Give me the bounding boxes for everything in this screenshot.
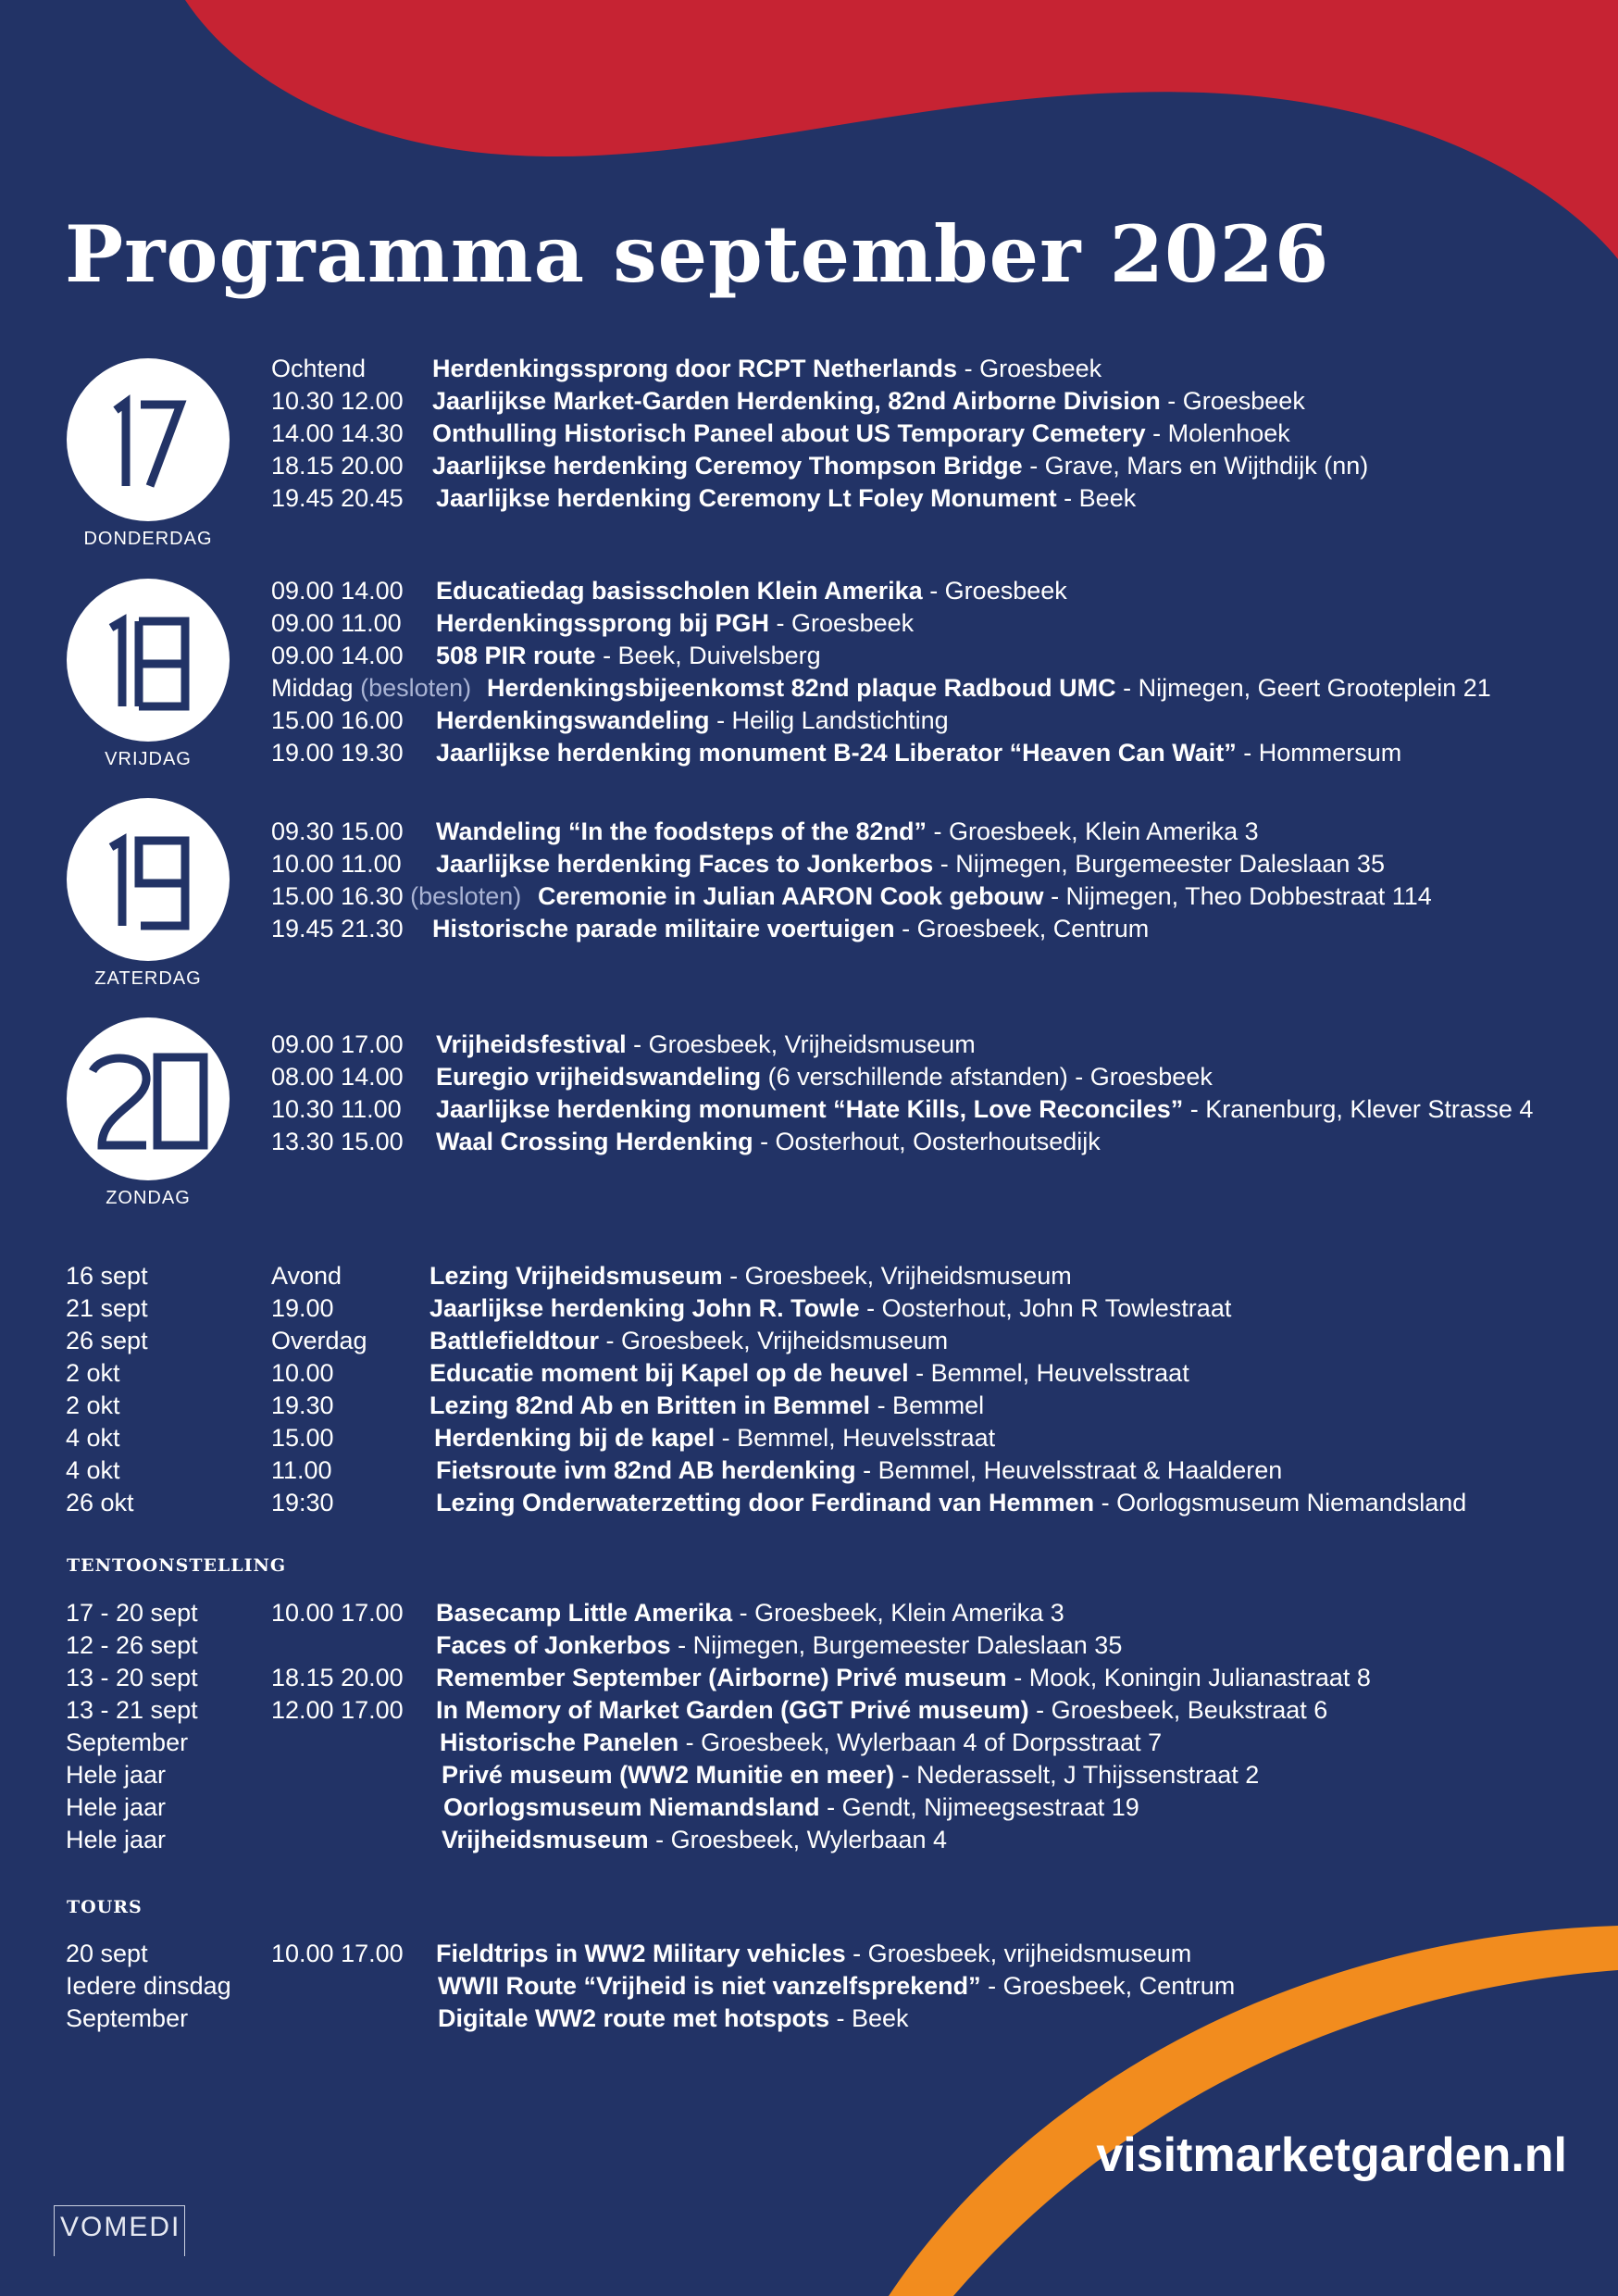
event-location: - Oosterhout, Oosterhoutsedijk <box>753 1128 1101 1155</box>
event-name: Jaarlijkse herdenking Ceremoy Thompson Bridge <box>432 452 1023 480</box>
event-location: - Groesbeek, Centrum <box>894 915 1150 942</box>
event-date: Iedere dinsdag <box>66 1972 231 2000</box>
event-time: 11.00 <box>271 1456 332 1484</box>
event-name: Battlefieldtour <box>429 1327 600 1354</box>
event-time: 10.30 12.00 <box>271 387 404 415</box>
event-location: - Groesbeek, Vrijheidsmuseum <box>626 1030 976 1058</box>
event-text <box>436 1029 976 1060</box>
event-date: 13 - 21 sept <box>66 1696 198 1724</box>
event-location: - Beek <box>829 2004 909 2032</box>
event-date: 26 okt <box>66 1489 134 1516</box>
event-time: 15.00 16.00 <box>271 706 404 734</box>
event-text <box>429 1260 1072 1292</box>
event-time: 10.00 <box>271 1359 334 1387</box>
event-location: - Mook, Koningin Julianastraat 8 <box>1006 1664 1371 1691</box>
event-location: - Groesbeek <box>957 355 1102 382</box>
event-location: - Groesbeek <box>1160 387 1305 415</box>
weekday-label: VRIJDAG <box>105 749 192 769</box>
event-time: 10.00 17.00 <box>271 1599 404 1627</box>
day-circle-20-icon <box>65 1016 231 1182</box>
event-name: Oorlogsmuseum Niemandsland <box>443 1793 820 1821</box>
event-date: Hele jaar <box>66 1761 167 1789</box>
event-date: 2 okt <box>66 1359 120 1387</box>
event-name: Remember September (Airborne) Privé museum <box>436 1664 1007 1691</box>
event-text <box>436 1093 1533 1125</box>
event-name: Herdenkingssprong bij PGH <box>436 609 770 637</box>
event-name: Wandeling “In the foodsteps of the 82nd” <box>436 817 927 845</box>
event-location: - Groesbeek, Vrijheidsmuseum <box>599 1327 949 1354</box>
event-text <box>436 1629 1122 1661</box>
event-text <box>436 1061 1213 1092</box>
event-date: September <box>66 1728 189 1756</box>
event-name: WWII Route “Vrijheid is niet vanzelfsprekend” <box>438 1972 981 2000</box>
event-name: Vrijheidsfestival <box>436 1030 627 1058</box>
event-text <box>438 1970 1235 2002</box>
day-circle-19-icon <box>65 796 231 963</box>
event-text <box>436 1662 1371 1693</box>
event-date: Hele jaar <box>66 1793 167 1821</box>
day-badge-17 <box>63 356 233 550</box>
event-text <box>434 1422 995 1454</box>
event-text <box>442 1824 947 1855</box>
event-text <box>436 1126 1101 1157</box>
event-name: Lezing Vrijheidsmuseum <box>429 1262 723 1290</box>
event-location: (6 verschillende afstanden) - Groesbeek <box>761 1063 1213 1091</box>
weekday-label: DONDERDAG <box>83 529 213 549</box>
event-name: Ceremonie in Julian AARON Cook gebouw <box>538 882 1044 910</box>
event-time: 09.00 17.00 <box>271 1030 404 1058</box>
event-location: - Nijmegen, Burgemeester Daleslaan 35 <box>670 1631 1123 1659</box>
event-location: - Nijmegen, Geert Grooteplein 21 <box>1115 674 1491 702</box>
event-text <box>436 575 1067 606</box>
event-time: 18.15 20.00 <box>271 452 404 480</box>
day-circle-17-icon <box>65 356 231 523</box>
event-time <box>271 880 521 912</box>
event-date: 4 okt <box>66 1424 120 1452</box>
event-time: Avond <box>271 1262 342 1290</box>
event-text <box>436 640 821 671</box>
event-name: Herdenking bij de kapel <box>434 1424 716 1452</box>
event-location: - Groesbeek, Wylerbaan 4 <box>648 1826 947 1853</box>
event-name: Historische Panelen <box>440 1728 679 1756</box>
event-text <box>429 1325 948 1356</box>
event-name: Herdenkingssprong door RCPT Netherlands <box>432 355 958 382</box>
event-text <box>436 1938 1191 1969</box>
event-text <box>436 848 1385 880</box>
event-date: 4 okt <box>66 1456 120 1484</box>
event-time: 13.30 15.00 <box>271 1128 404 1155</box>
event-text <box>432 418 1290 449</box>
event-location: - Beek <box>1056 484 1137 512</box>
event-location: - Kranenburg, Klever Strasse 4 <box>1183 1095 1534 1123</box>
event-time: 09.30 15.00 <box>271 817 404 845</box>
closed-note: (besloten) <box>410 882 522 910</box>
event-date: 26 sept <box>66 1327 148 1354</box>
event-name: Vrijheidsmuseum <box>442 1826 649 1853</box>
tours-heading: TOURS <box>67 1897 143 1917</box>
event-name: Faces of Jonkerbos <box>436 1631 671 1659</box>
event-name: Euregio vrijheidswandeling <box>436 1063 762 1091</box>
event-time: 15.00 <box>271 1424 334 1452</box>
event-time: 10.00 17.00 <box>271 1940 404 1967</box>
event-date: 20 sept <box>66 1940 148 1967</box>
closed-note: (besloten) <box>360 674 472 702</box>
event-location: - Groesbeek, Centrum <box>980 1972 1236 2000</box>
event-name: 508 PIR route <box>436 642 596 669</box>
event-name: Educatie moment bij Kapel op de heuvel <box>429 1359 909 1387</box>
event-time: Overdag <box>271 1327 367 1354</box>
event-name: Jaarlijkse herdenking Ceremony Lt Foley Monument <box>436 484 1057 512</box>
event-location: - Grave, Mars en Wijthdijk (nn) <box>1022 452 1369 480</box>
event-text <box>440 1727 1162 1758</box>
event-date: 17 - 20 sept <box>66 1599 198 1627</box>
event-name: Jaarlijkse herdenking John R. Towle <box>429 1294 860 1322</box>
event-name: Herdenkingsbijeenkomst 82nd plaque Radboud UMC <box>487 674 1116 702</box>
event-location: - Hommersum <box>1236 739 1402 767</box>
weekday-label: ZONDAG <box>106 1188 191 1208</box>
event-location: - Groesbeek, Klein Amerika 3 <box>927 817 1259 845</box>
event-location: - Groesbeek, Wylerbaan 4 of Dorpsstraat 7 <box>678 1728 1163 1756</box>
event-time-value: Middag <box>271 674 354 702</box>
event-text <box>438 2003 909 2034</box>
event-time: 12.00 17.00 <box>271 1696 404 1724</box>
event-name: Fieldtrips in WW2 Military vehicles <box>436 1940 846 1967</box>
event-location: - Beek, Duivelsberg <box>595 642 821 669</box>
event-date: 12 - 26 sept <box>66 1631 198 1659</box>
event-name: Waal Crossing Herdenking <box>436 1128 753 1155</box>
event-location: - Groesbeek, Klein Amerika 3 <box>732 1599 1064 1627</box>
event-name: Educatiedag basisscholen Klein Amerika <box>436 577 923 605</box>
event-time: 08.00 14.00 <box>271 1063 404 1091</box>
event-text <box>487 672 1491 704</box>
event-date: 13 - 20 sept <box>66 1664 198 1691</box>
event-name: Herdenkingswandeling <box>436 706 710 734</box>
event-location: - Bemmel <box>870 1391 985 1419</box>
event-location: - Bemmel, Heuvelsstraat <box>908 1359 1189 1387</box>
event-name: Jaarlijkse herdenking monument B-24 Liberator “Heaven Can Wait” <box>436 739 1237 767</box>
event-text <box>429 1292 1231 1324</box>
event-name: Jaarlijkse herdenking Faces to Jonkerbos <box>436 850 934 878</box>
event-location: - Groesbeek, Vrijheidsmuseum <box>722 1262 1072 1290</box>
day-circle-18-icon <box>65 577 231 743</box>
event-name: Lezing 82nd Ab en Britten in Bemmel <box>429 1391 871 1419</box>
event-location: - Bemmel, Heuvelsstraat & Haalderen <box>855 1456 1283 1484</box>
day-badge-19 <box>63 796 233 990</box>
event-time: 14.00 14.30 <box>271 419 404 447</box>
event-date: September <box>66 2004 189 2032</box>
event-text <box>442 1759 1259 1791</box>
event-location: - Heilig Landstichting <box>709 706 949 734</box>
event-time: 10.30 11.00 <box>271 1095 402 1123</box>
event-text <box>436 607 914 639</box>
event-text <box>432 913 1149 944</box>
website-link[interactable]: visitmarketgarden.nl <box>1096 2128 1567 2182</box>
event-text <box>538 880 1432 912</box>
event-time: 09.00 14.00 <box>271 642 404 669</box>
event-text <box>436 705 949 736</box>
event-text <box>436 1454 1282 1486</box>
event-text <box>436 1597 1064 1628</box>
event-location: - Groesbeek <box>769 609 915 637</box>
exhibition-heading: TENTOONSTELLING <box>67 1555 287 1576</box>
event-time: 19.45 20.45 <box>271 484 404 512</box>
event-time: 19.00 19.30 <box>271 739 404 767</box>
event-text <box>432 353 1101 384</box>
event-time: 19.00 <box>271 1294 334 1322</box>
event-date: Hele jaar <box>66 1826 167 1853</box>
event-location: - Groesbeek, Beukstraat 6 <box>1028 1696 1328 1724</box>
event-text <box>436 737 1401 768</box>
event-text <box>429 1357 1189 1389</box>
event-name: Fietsroute ivm 82nd AB herdenking <box>436 1456 856 1484</box>
event-name: Lezing Onderwaterzetting door Ferdinand van Hemmen <box>436 1489 1095 1516</box>
event-text <box>432 385 1305 417</box>
event-time: 09.00 14.00 <box>271 577 404 605</box>
event-date: 16 sept <box>66 1262 148 1290</box>
event-name: Basecamp Little Amerika <box>436 1599 733 1627</box>
event-name: Privé museum (WW2 Munitie en meer) <box>442 1761 895 1789</box>
event-date: 2 okt <box>66 1391 120 1419</box>
event-time: 18.15 20.00 <box>271 1664 404 1691</box>
day-badge-20 <box>63 1016 233 1209</box>
event-time: 10.00 11.00 <box>271 850 402 878</box>
event-date: 21 sept <box>66 1294 148 1322</box>
event-text <box>443 1791 1139 1823</box>
event-text <box>436 1694 1327 1726</box>
event-time: 09.00 11.00 <box>271 609 402 637</box>
event-location: - Nederasselt, J Thijssenstraat 2 <box>894 1761 1260 1789</box>
event-location: - Oorlogsmuseum Niemandsland <box>1094 1489 1467 1516</box>
page-title: Programma september 2026 <box>65 208 1330 300</box>
event-time: 19.45 21.30 <box>271 915 404 942</box>
event-text <box>436 482 1136 514</box>
event-text <box>432 450 1368 481</box>
event-name: Jaarlijkse herdenking monument “Hate Kills, Love Reconciles” <box>436 1095 1184 1123</box>
event-location: - Gendt, Nijmeegsestraat 19 <box>819 1793 1139 1821</box>
event-name: Historische parade militaire voertuigen <box>432 915 895 942</box>
event-time-value: 15.00 16.30 <box>271 882 404 910</box>
event-location: - Nijmegen, Theo Dobbestraat 114 <box>1043 882 1432 910</box>
event-location: - Nijmegen, Burgemeester Daleslaan 35 <box>933 850 1385 878</box>
event-name: In Memory of Market Garden (GGT Privé museum) <box>436 1696 1029 1724</box>
event-location: - Groesbeek <box>922 577 1067 605</box>
event-time: 19.30 <box>271 1391 334 1419</box>
event-location: - Groesbeek, vrijheidsmuseum <box>845 1940 1192 1967</box>
event-name: Onthulling Historisch Paneel about US Temporary Cemetery <box>432 419 1146 447</box>
day-badge-18 <box>63 577 233 770</box>
event-text <box>436 816 1259 847</box>
weekday-label: ZATERDAG <box>94 968 202 989</box>
event-text <box>429 1390 984 1421</box>
event-location: - Oosterhout, John R Towlestraat <box>859 1294 1232 1322</box>
event-text <box>436 1487 1466 1518</box>
event-time <box>271 672 471 704</box>
event-location: - Bemmel, Heuvelsstraat <box>715 1424 996 1452</box>
event-location: - Molenhoek <box>1145 419 1290 447</box>
event-name: Digitale WW2 route met hotspots <box>438 2004 830 2032</box>
vomedi-logo: VOMEDI <box>54 2205 185 2256</box>
event-time: Ochtend <box>271 355 367 382</box>
event-time: 19:30 <box>271 1489 334 1516</box>
event-name: Jaarlijkse Market-Garden Herdenking, 82nd Airborne Division <box>432 387 1161 415</box>
